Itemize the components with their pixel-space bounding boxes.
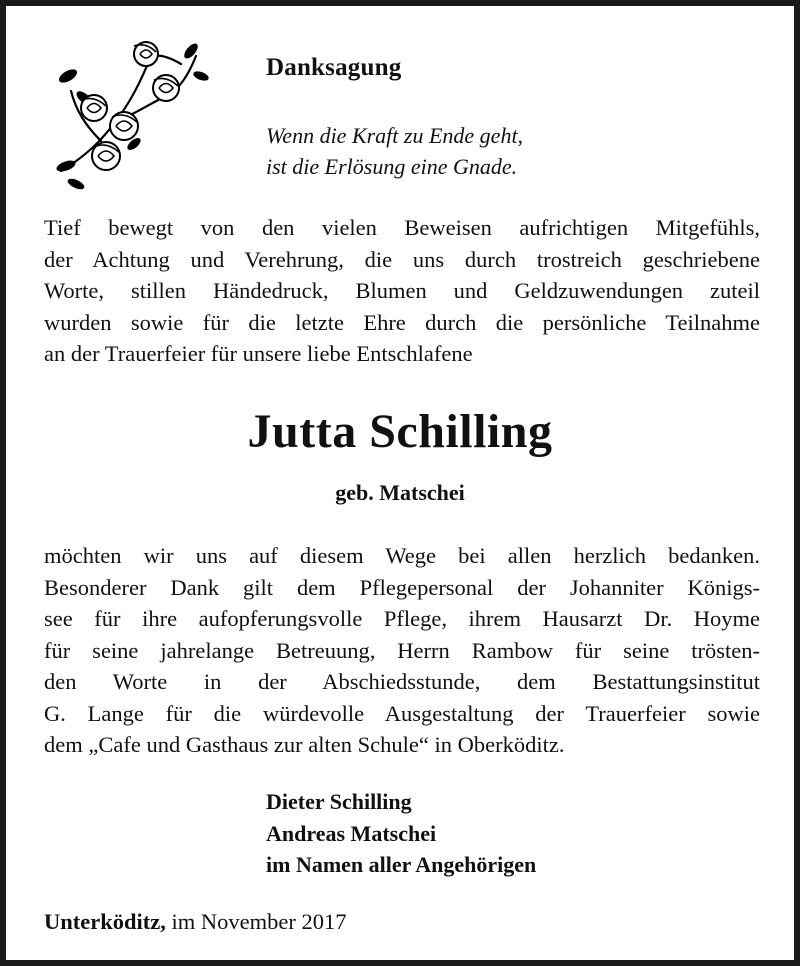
intro-paragraph: [44, 212, 760, 370]
intro-line: der Achtung und Verehrung, die uns durch trostreich geschriebene: [44, 246, 760, 272]
thanks-line: G. Lange für die würdevolle Ausgestaltung der Trauerfeier sowie: [44, 700, 760, 726]
thanks-line: dem „Cafe und Gasthaus zur alten Schule“ in Oberköditz.: [44, 732, 565, 757]
maiden-name: geb. Matschei: [335, 480, 465, 505]
thanks-line: Besonderer Dank gilt dem Pflegepersonal der Johanniter Königs-: [44, 574, 760, 600]
thanks-line: für seine jahrelange Betreuung, Herrn Rambow für seine trösten-: [44, 637, 760, 663]
date-text: im November 2017: [171, 909, 347, 934]
motto-quote: [266, 120, 523, 182]
roses-ornament-icon: [46, 36, 216, 196]
thanks-paragraph: [44, 540, 760, 761]
intro-line: wurden sowie für die letzte Ehre durch die persönliche Teilnahme: [44, 309, 760, 335]
intro-line: Tief bewegt von den vielen Beweisen aufrichtigen Mitgefühls,: [44, 215, 760, 240]
deceased-name: Jutta Schilling: [247, 405, 553, 458]
thanks-line: den Worte in der Abschiedsstunde, dem Bestattungsinstitut: [44, 669, 760, 694]
motto-line: Wenn die Kraft zu Ende geht,: [266, 123, 524, 148]
thanks-line: see für ihre aufopferungsvolle Pflege, ihrem Hausarzt Dr. Hoyme: [44, 606, 760, 631]
place-date-line: [44, 909, 346, 935]
heading-title: Danksagung: [266, 54, 402, 81]
motto-line: ist die Erlösung eine Gnade.: [266, 154, 518, 179]
signatory-name: Dieter Schilling: [266, 789, 412, 814]
signatory-note: im Namen aller Angehörigen: [266, 852, 537, 877]
thanks-line: möchten wir uns auf diesem Wege bei allen herzlich bedanken.: [44, 543, 760, 568]
intro-line: Worte, stillen Händedruck, Blumen und Geldzuwendungen zuteil: [44, 278, 760, 303]
place-name: Unterköditz,: [44, 909, 166, 934]
signatories: [266, 786, 536, 881]
signatory-name: Andreas Matschei: [266, 820, 437, 846]
intro-line: an der Trauerfeier für unsere liebe Entschlafene: [44, 341, 473, 366]
